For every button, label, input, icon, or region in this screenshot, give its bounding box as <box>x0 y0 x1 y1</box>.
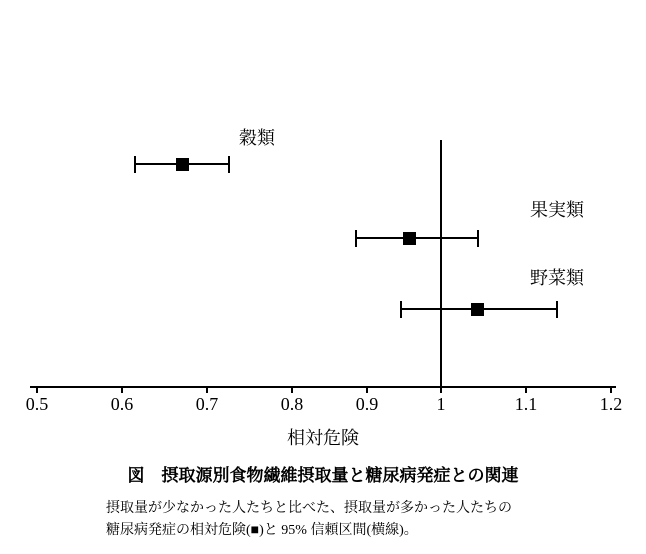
figure-caption-title: 図 摂取源別食物繊維摂取量と糖尿病発症との関連 <box>127 466 519 485</box>
point-marker-vegetables <box>471 303 484 316</box>
x-tick-6 <box>525 386 527 393</box>
point-marker-cereals <box>176 158 189 171</box>
ci-cap-low-cereals <box>134 156 136 173</box>
x-axis-line <box>30 386 616 388</box>
x-tick-1 <box>121 386 123 393</box>
x-tick-label-5: 1 <box>436 394 446 414</box>
figure-note-line-1: 摂取量が少なかった人たちと比べた、摂取量が多かった人たちの <box>106 501 512 516</box>
x-tick-label-6: 1.1 <box>514 394 538 414</box>
x-tick-label-4: 0.9 <box>355 394 379 414</box>
point-marker-fruits <box>403 232 416 245</box>
reference-line-at-1 <box>440 140 442 386</box>
figure-note-line-2: 糖尿病発症の相対危険(■)と 95% 信頼区間(横線)。 <box>106 522 418 538</box>
x-tick-label-0: 0.5 <box>25 394 49 414</box>
x-tick-3 <box>291 386 293 393</box>
ci-cap-high-fruits <box>477 230 479 247</box>
x-tick-2 <box>206 386 208 393</box>
x-tick-0 <box>36 386 38 393</box>
series-label-cereals: 穀類 <box>239 128 275 148</box>
ci-cap-high-cereals <box>228 156 230 173</box>
x-tick-label-3: 0.8 <box>280 394 304 414</box>
ci-line-fruits <box>355 237 479 239</box>
series-label-vegetables: 野菜類 <box>530 268 584 288</box>
ci-cap-low-fruits <box>355 230 357 247</box>
x-tick-label-2: 0.7 <box>195 394 219 414</box>
figure-caption-note <box>106 498 512 541</box>
series-label-fruits: 果実類 <box>530 200 584 220</box>
x-tick-7 <box>610 386 612 393</box>
x-axis-title: 相対危険 <box>287 428 359 448</box>
x-tick-4 <box>366 386 368 393</box>
ci-cap-low-vegetables <box>400 301 402 318</box>
x-tick-label-7: 1.2 <box>599 394 623 414</box>
x-tick-label-1: 0.6 <box>110 394 134 414</box>
ci-cap-high-vegetables <box>556 301 558 318</box>
x-tick-5 <box>440 386 442 393</box>
